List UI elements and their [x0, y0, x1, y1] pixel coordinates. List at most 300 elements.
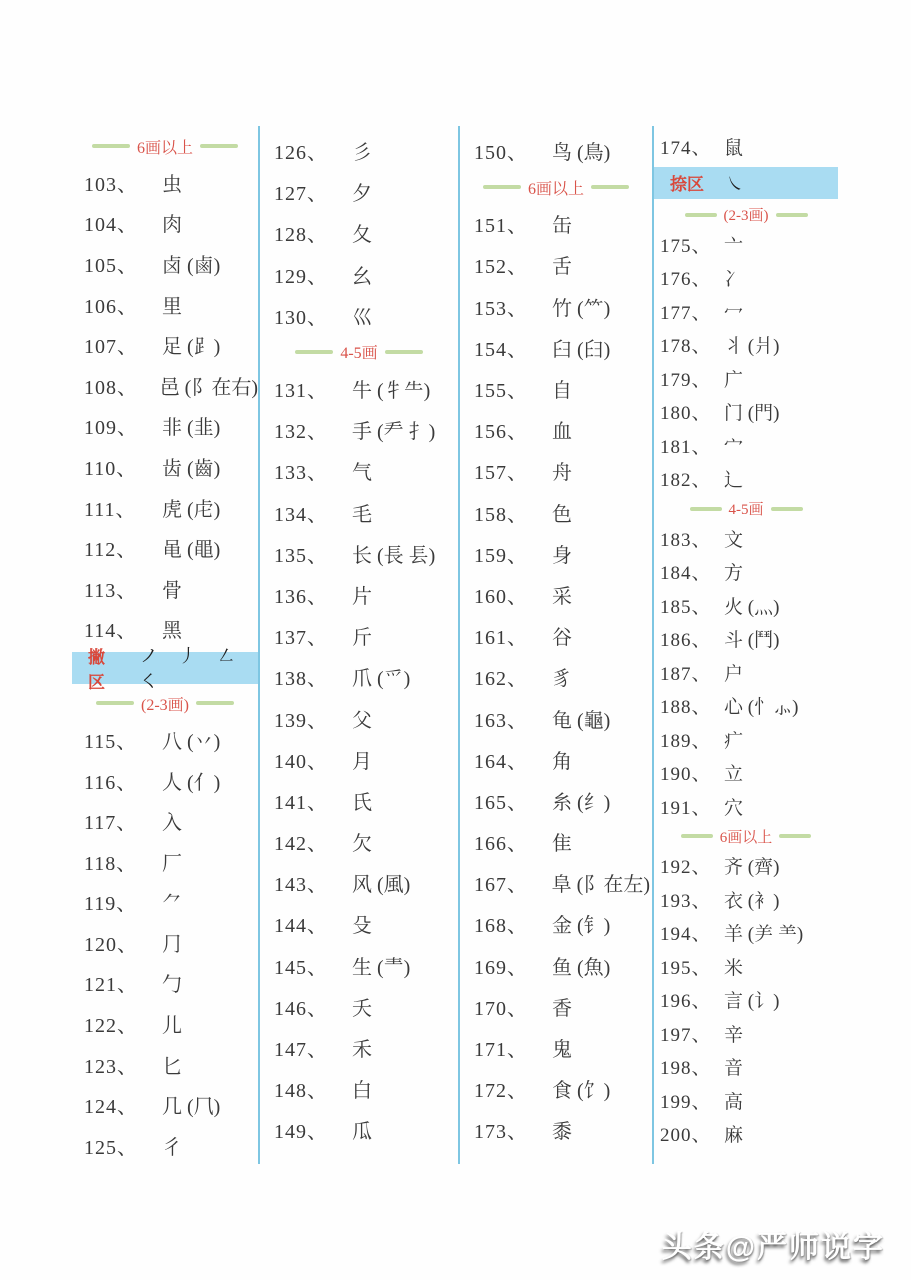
entry-character: 欠: [352, 833, 372, 856]
entry-number: 147、: [274, 1039, 328, 1062]
radical-entry: [654, 1084, 838, 1118]
entry-number: 174、: [660, 138, 712, 160]
radical-entry: [654, 689, 838, 723]
radical-entry: [262, 171, 456, 212]
entry-character: 殳: [352, 915, 372, 938]
entry-number: 154、: [474, 338, 528, 361]
entry-character: 鸟 (鳥): [552, 142, 611, 165]
header-dash: [690, 507, 722, 511]
radical-entry: [262, 254, 456, 295]
entry-character: 虫: [162, 173, 182, 196]
entry-character: 言 (讠): [724, 991, 780, 1013]
entry-number: 188、: [660, 697, 712, 719]
header-dash: [385, 350, 423, 354]
entry-character: 宀: [724, 436, 744, 458]
zone-stroke-glyphs: ノ ⼃ ㇜ ㇛: [140, 646, 236, 693]
header-dash: [771, 507, 803, 511]
entry-character: 冫: [724, 269, 744, 291]
entry-number: 161、: [474, 627, 528, 650]
radical-entry: [262, 1109, 456, 1150]
entry-number: 178、: [660, 336, 712, 358]
entry-number: 187、: [660, 663, 712, 685]
radical-entry: [654, 395, 838, 429]
entry-number: 157、: [474, 462, 528, 485]
entry-character: 彡: [352, 142, 372, 165]
entry-number: 160、: [474, 585, 528, 608]
entry-character: 采: [552, 585, 572, 608]
radical-entry: [654, 1017, 838, 1051]
radical-entry: [654, 883, 838, 917]
column-2: [262, 130, 456, 1151]
entry-number: 142、: [274, 833, 328, 856]
radical-entry: [262, 945, 456, 986]
header-label: 6画以上: [719, 829, 773, 846]
radical-entry: [262, 212, 456, 253]
entry-number: 113、: [84, 579, 138, 602]
zone-label: 撇区: [88, 648, 105, 693]
entry-character: 齿 (齒): [162, 457, 221, 480]
entry-number: 129、: [274, 265, 328, 288]
entry-number: 144、: [274, 915, 328, 938]
entry-number: 169、: [474, 956, 528, 979]
column-3: [462, 130, 650, 1151]
entry-number: 200、: [660, 1125, 712, 1147]
entry-number: 167、: [474, 874, 528, 897]
entry-number: 146、: [274, 997, 328, 1020]
radical-entry: [462, 945, 650, 986]
entry-number: 116、: [84, 771, 138, 794]
entry-number: 163、: [474, 709, 528, 732]
entry-number: 118、: [84, 852, 138, 875]
entry-number: 181、: [660, 436, 712, 458]
entry-character: 立: [724, 764, 744, 786]
header-dash: [591, 185, 629, 189]
entry-number: 137、: [274, 627, 328, 650]
entry-number: 177、: [660, 302, 712, 324]
radical-entry: [462, 574, 650, 615]
column-divider: [458, 126, 460, 1164]
entry-character: 几 (⺇): [162, 1096, 221, 1119]
radical-entry: [72, 324, 258, 365]
radical-entry: [654, 589, 838, 623]
radical-entry: [72, 1003, 258, 1044]
radical-entry: [72, 922, 258, 963]
entry-character: 丬 (爿): [724, 336, 780, 358]
radical-entry: [72, 800, 258, 841]
entry-character: 人 (亻): [162, 771, 221, 794]
radical-entry: [72, 760, 258, 801]
radical-entry: [262, 656, 456, 697]
entry-number: 122、: [84, 1015, 138, 1038]
radical-entry: [72, 284, 258, 325]
radical-entry: [262, 903, 456, 944]
radical-entry: [462, 450, 650, 491]
entry-character: 穴: [724, 797, 744, 819]
entry-number: 179、: [660, 369, 712, 391]
entry-number: 150、: [474, 142, 528, 165]
entry-character: 夭: [352, 997, 372, 1020]
entry-number: 198、: [660, 1058, 712, 1080]
entry-character: 入: [162, 812, 182, 835]
entry-character: 长 (長 镸): [352, 544, 436, 567]
header-dash: [776, 213, 808, 217]
entry-character: 骨: [162, 579, 182, 602]
entry-number: 123、: [84, 1055, 138, 1078]
entry-number: 180、: [660, 403, 712, 425]
entry-character: 香: [552, 997, 572, 1020]
entry-number: 124、: [84, 1096, 138, 1119]
entry-number: 109、: [84, 417, 138, 440]
radical-entry: [262, 615, 456, 656]
entry-number: 120、: [84, 933, 138, 956]
entry-number: 182、: [660, 470, 712, 492]
entry-character: 臼 (⺽): [552, 338, 611, 361]
radical-entry: [262, 739, 456, 780]
header-dash: [196, 701, 234, 705]
entry-number: 128、: [274, 224, 328, 247]
stroke-count-header: [654, 202, 838, 228]
radical-entry: [72, 446, 258, 487]
entry-number: 156、: [474, 421, 528, 444]
entry-number: 141、: [274, 791, 328, 814]
entry-number: 152、: [474, 256, 528, 279]
radical-entry: [262, 295, 456, 336]
header-dash: [681, 834, 713, 838]
entry-character: 亠: [724, 235, 744, 257]
entry-number: 171、: [474, 1039, 528, 1062]
entry-character: 自: [552, 380, 572, 403]
entry-character: 父: [352, 709, 372, 732]
entry-character: 巛: [352, 306, 372, 329]
entry-number: 115、: [84, 730, 138, 753]
entry-character: 心 (忄⺗): [724, 697, 799, 719]
entry-number: 185、: [660, 596, 712, 618]
radical-entry: [654, 522, 838, 556]
entry-character: 舌: [552, 256, 572, 279]
radical-entry: [72, 841, 258, 882]
entry-character: 身: [552, 544, 572, 567]
entry-number: 166、: [474, 833, 528, 856]
entry-character: 勹: [162, 974, 182, 997]
radical-entry: [654, 228, 838, 262]
entry-number: 127、: [274, 183, 328, 206]
radical-entry: [462, 533, 650, 574]
entry-number: 139、: [274, 709, 328, 732]
radical-entry: [262, 1068, 456, 1109]
entry-character: 夂: [352, 224, 372, 247]
entry-character: 非 (韭): [162, 417, 221, 440]
radical-entry: [654, 429, 838, 463]
entry-number: 197、: [660, 1024, 712, 1046]
radical-entry: [462, 1068, 650, 1109]
radical-entry: [462, 656, 650, 697]
radical-entry: [462, 986, 650, 1027]
header-dash: [779, 834, 811, 838]
radical-entry: [654, 790, 838, 824]
watermark: 头条@严师说字: [661, 1231, 885, 1264]
entry-character: 片: [352, 585, 372, 608]
radical-entry: [654, 555, 838, 589]
entry-character: 夕: [352, 183, 372, 206]
radical-entry: [72, 243, 258, 284]
radical-entry: [72, 203, 258, 244]
radical-entry: [72, 487, 258, 528]
entry-number: 170、: [474, 997, 528, 1020]
entry-character: 气: [352, 462, 372, 485]
entry-character: 辛: [724, 1024, 744, 1046]
entry-character: 斗 (鬥): [724, 630, 780, 652]
radical-entry: [654, 1117, 838, 1151]
entry-character: ⺆: [162, 933, 182, 956]
stroke-count-header: [262, 336, 456, 368]
entry-number: 183、: [660, 529, 712, 551]
entry-number: 151、: [474, 215, 528, 238]
radical-entry: [462, 697, 650, 738]
zone-banner: [654, 167, 838, 199]
entry-character: 氏: [352, 791, 372, 814]
radical-entry: [262, 130, 456, 171]
entry-number: 133、: [274, 462, 328, 485]
radical-entry: [72, 719, 258, 760]
entry-character: 手 (龵 扌): [352, 421, 436, 444]
radical-entry: [72, 527, 258, 568]
header-label: (2-3画): [723, 208, 769, 224]
entry-character: 角: [552, 750, 572, 773]
entry-character: 禾: [352, 1039, 372, 1062]
radical-entry: [72, 1044, 258, 1085]
column-divider: [258, 126, 260, 1164]
header-dash: [685, 213, 717, 217]
entry-character: 户: [724, 663, 744, 685]
stroke-count-header: [462, 171, 650, 203]
entry-number: 172、: [474, 1080, 528, 1103]
entry-number: 117、: [84, 812, 138, 835]
entry-character: 衣 (衤): [724, 890, 780, 912]
entry-character: 齐 (齊): [724, 857, 780, 879]
entry-number: 130、: [274, 306, 328, 329]
entry-character: 音: [724, 1058, 744, 1080]
radical-entry: [654, 950, 838, 984]
radical-entry: [462, 862, 650, 903]
header-label: 6画以上: [136, 139, 193, 157]
radical-entry: [462, 903, 650, 944]
entry-character: 色: [552, 503, 572, 526]
radical-entry: [262, 821, 456, 862]
entry-number: 194、: [660, 924, 712, 946]
entry-number: 119、: [84, 893, 138, 916]
entry-number: 164、: [474, 750, 528, 773]
entry-character: 疒: [724, 730, 744, 752]
entry-character: 火 (灬): [724, 596, 780, 618]
radical-entry: [72, 1125, 258, 1166]
entry-number: 173、: [474, 1121, 528, 1144]
stroke-count-header: [654, 496, 838, 522]
entry-number: 159、: [474, 544, 528, 567]
radical-entry: [72, 406, 258, 447]
stroke-count-header: [654, 823, 838, 849]
entry-number: 125、: [84, 1136, 138, 1159]
entry-character: 月: [352, 750, 372, 773]
radical-entry: [654, 1050, 838, 1084]
radical-entry: [654, 622, 838, 656]
radical-entry: [462, 821, 650, 862]
entry-character: 血: [552, 421, 572, 444]
entry-character: 竹 (⺮): [552, 297, 611, 320]
radical-entry: [72, 162, 258, 203]
entry-number: 112、: [84, 539, 138, 562]
radical-entry: [654, 983, 838, 1017]
zone-stroke-glyphs: ㇏: [726, 173, 744, 194]
radical-entry: [262, 862, 456, 903]
entry-character: 鬼: [552, 1039, 572, 1062]
entry-number: 135、: [274, 544, 328, 567]
entry-character: 金 (钅): [552, 915, 611, 938]
radical-entry: [654, 849, 838, 883]
entry-character: 爪 (爫): [352, 668, 411, 691]
radical-entry: [654, 756, 838, 790]
entry-character: 里: [162, 295, 182, 318]
radical-entry: [262, 1027, 456, 1068]
stroke-count-header: [72, 687, 258, 719]
entry-character: 阜 (阝在左): [551, 874, 650, 897]
radical-entry: [262, 986, 456, 1027]
entry-character: 食 (饣): [552, 1080, 611, 1103]
entry-character: 缶: [552, 215, 572, 238]
entry-character: 彳: [162, 1136, 182, 1159]
header-dash: [200, 144, 238, 148]
radical-entry: [262, 492, 456, 533]
entry-character: 风 (風): [352, 874, 411, 897]
entry-character: 冖: [724, 302, 744, 324]
radical-entry: [654, 656, 838, 690]
entry-number: 103、: [84, 173, 138, 196]
radical-entry: [262, 533, 456, 574]
column-1: [72, 130, 258, 1166]
entry-character: 鱼 (魚): [552, 956, 611, 979]
entry-character: 高: [724, 1091, 744, 1113]
radical-entry: [462, 286, 650, 327]
entry-character: 匕: [162, 1055, 182, 1078]
header-dash: [96, 701, 134, 705]
entry-number: 155、: [474, 380, 528, 403]
entry-character: 毛: [352, 503, 372, 526]
entry-number: 191、: [660, 797, 712, 819]
entry-number: 184、: [660, 563, 712, 585]
entry-number: 162、: [474, 668, 528, 691]
entry-number: 121、: [84, 974, 138, 997]
entry-number: 105、: [84, 254, 138, 277]
entry-number: 132、: [274, 421, 328, 444]
entry-number: 131、: [274, 380, 328, 403]
entry-character: 厂: [162, 852, 182, 875]
entry-character: 门 (門): [724, 403, 780, 425]
entry-character: 幺: [352, 265, 372, 288]
header-label: 6画以上: [527, 180, 584, 198]
entry-number: 110、: [84, 457, 138, 480]
header-dash: [483, 185, 521, 189]
radical-entry: [72, 1084, 258, 1125]
header-dash: [92, 144, 130, 148]
entry-number: 107、: [84, 336, 138, 359]
entry-character: 豸: [552, 668, 572, 691]
entry-number: 114、: [84, 620, 138, 643]
entry-number: 134、: [274, 503, 328, 526]
entry-number: 136、: [274, 585, 328, 608]
radical-entry: [462, 130, 650, 171]
entry-character: 八 (丷): [162, 730, 221, 753]
entry-character: 辶: [724, 470, 744, 492]
radical-entry: [462, 203, 650, 244]
entry-character: 虎 (虍): [162, 498, 221, 521]
radical-entry: [462, 739, 650, 780]
entry-character: 黍: [552, 1121, 572, 1144]
entry-number: 199、: [660, 1091, 712, 1113]
entry-number: 175、: [660, 235, 712, 257]
entry-character: 黑: [162, 620, 182, 643]
entry-number: 138、: [274, 668, 328, 691]
radical-entry: [72, 882, 258, 923]
entry-character: 广: [724, 369, 744, 391]
radical-entry: [72, 568, 258, 609]
entry-number: 126、: [274, 142, 328, 165]
entry-number: 168、: [474, 915, 528, 938]
entry-number: 145、: [274, 956, 328, 979]
radical-entry: [654, 261, 838, 295]
radical-entry: [72, 963, 258, 1004]
entry-character: 瓜: [352, 1121, 372, 1144]
radical-entry: [462, 368, 650, 409]
entry-character: ⺈: [162, 893, 182, 916]
entry-number: 149、: [274, 1121, 328, 1144]
radical-entry: [654, 723, 838, 757]
entry-number: 189、: [660, 730, 712, 752]
zone-banner: [72, 646, 258, 693]
entry-character: 谷: [552, 627, 572, 650]
entry-number: 111、: [84, 498, 137, 521]
entry-number: 192、: [660, 857, 712, 879]
entry-number: 106、: [84, 295, 138, 318]
entry-number: 158、: [474, 503, 528, 526]
entry-character: 邑 (阝在右): [159, 376, 258, 399]
radical-entry: [462, 327, 650, 368]
entry-character: 足 (⻊): [162, 336, 221, 359]
entry-number: 104、: [84, 214, 138, 237]
radical-entry: [72, 365, 258, 406]
entry-number: 195、: [660, 957, 712, 979]
column-4: [654, 130, 838, 1151]
entry-character: 麻: [724, 1125, 744, 1147]
entry-number: 108、: [84, 376, 138, 399]
entry-character: 鼠: [724, 138, 744, 160]
entry-character: 卤 (鹵): [162, 254, 221, 277]
entry-character: 隹: [552, 833, 572, 856]
radical-entry: [462, 615, 650, 656]
header-label: (2-3画): [141, 696, 189, 714]
radical-entry: [462, 492, 650, 533]
radical-entry: [654, 362, 838, 396]
entry-number: 176、: [660, 269, 712, 291]
radical-entry: [654, 130, 838, 164]
entry-character: 舟: [552, 462, 572, 485]
entry-character: 方: [724, 563, 744, 585]
radical-entry: [262, 450, 456, 491]
entry-character: 肉: [162, 214, 182, 237]
entry-number: 193、: [660, 890, 712, 912]
zone-label: 捺区: [670, 175, 704, 194]
entry-character: 儿: [162, 1015, 182, 1038]
entry-character: 米: [724, 957, 744, 979]
stroke-count-header: [72, 130, 258, 162]
